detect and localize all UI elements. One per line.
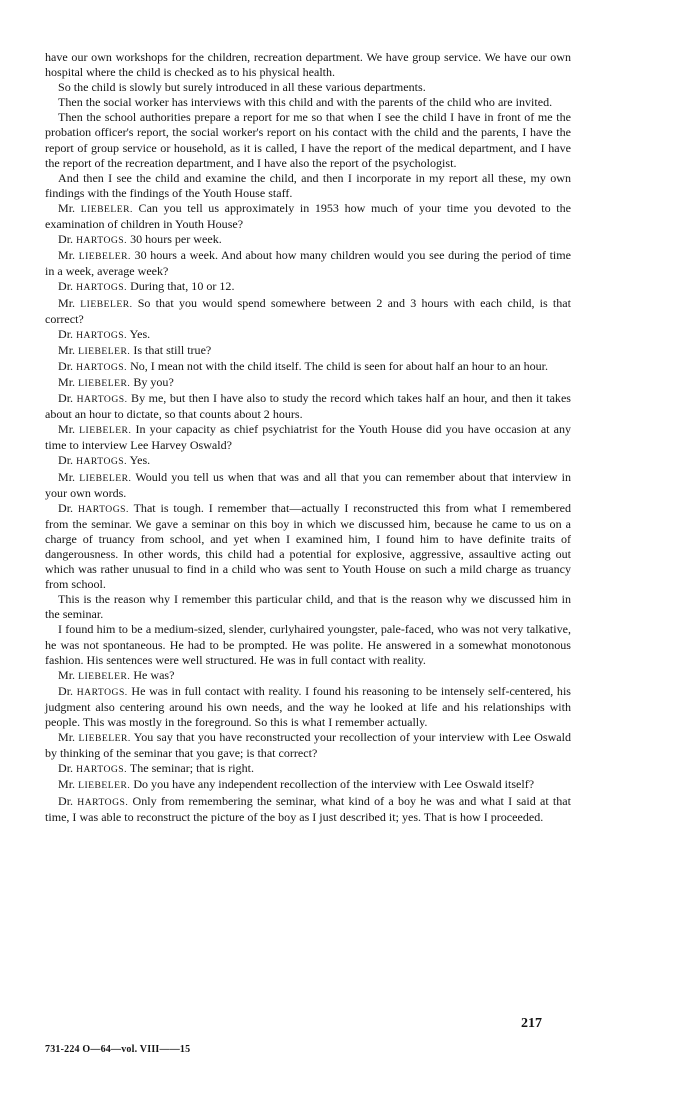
transcript-paragraph: [45, 684, 571, 730]
paragraph-text: Then the school authorities prepare a report for me so that when I see the child I have in front of me the probation officer's report, the social worker's report on his contact with the child and the parents, I have the report of group service or household, as it is called, I have the report of the medical department, and I have the report of the recreation department, and I have also the report of the psychologist.: [45, 110, 571, 170]
paragraph-text: In your capacity as chief psychiatrist for the Youth House did you have occasion at any time to interview Lee Harvey Oswald?: [45, 422, 571, 453]
transcript-paragraph: [45, 80, 571, 95]
speaker-label: Dr. HARTOGS.: [58, 500, 129, 515]
speaker-label: Mr. LIEBELER.: [58, 248, 131, 263]
speaker-label: Mr. LIEBELER.: [58, 667, 131, 682]
paragraph-text: Would you tell us when that was and all that you can remember about that interview in your own words.: [45, 469, 571, 500]
speaker-label: Mr. LIEBELER.: [58, 295, 133, 310]
paragraph-text: Only from remembering the seminar, what kind of a boy he was and what I said at that time, I was able to reconstruct the picture of the boy as I just described it; yes. That is how I proceeded.: [45, 793, 571, 824]
paragraph-text: That is tough. I remember that—actually I reconstructed this from what I remembered from the seminar. We gave a seminar on this boy in which we discussed him, because he came to us on a charge of truancy from school, and yet when I examined him, I found him to have definite traits of dangerousness. In other words, this child had a potential for explosive, aggressive, assaultive acting out which was rather unusual to find in a child who was sent to Youth House on such a mild charge as truancy from school.: [45, 500, 571, 592]
paragraph-text: So that you would spend somewhere between 2 and 3 hours with each child, is that correct?: [45, 295, 571, 326]
paragraph-text: Do you have any independent recollection of the interview with Lee Oswald itself?: [133, 777, 535, 792]
transcript-paragraph: [45, 296, 571, 327]
speaker-label: Mr. LIEBELER.: [58, 200, 133, 215]
speaker-label: Dr. HARTOGS.: [58, 761, 128, 776]
paragraph-text: Can you tell us approximately in 1953 how much of your time you devoted to the examination of children in Youth House?: [45, 200, 571, 232]
transcript-paragraph: [45, 668, 571, 684]
transcript-paragraph: [45, 110, 571, 170]
transcript-paragraph: [45, 794, 571, 825]
speaker-label: Dr. HARTOGS.: [58, 683, 128, 698]
print-code: 731-224 O—64—vol. VIII——15: [45, 1044, 191, 1055]
speaker-label: Mr. LIEBELER.: [58, 374, 131, 389]
paragraph-text: He was in full contact with reality. I found his reasoning to be intensely self-centered, his judgment also centering around his own needs, and the way he looked at life and his relationships with people. This was mostly in the foreground. So this is what I remember actually.: [45, 683, 571, 730]
paragraph-text: He was?: [133, 667, 175, 682]
transcript-paragraph: [45, 730, 571, 761]
paragraph-text: Yes.: [129, 453, 151, 468]
paragraph-text: 30 hours a week. And about how many children would you see during the period of time in a week, average week?: [45, 248, 571, 279]
transcript-paragraph: [45, 50, 571, 80]
transcript-paragraph: [45, 327, 571, 343]
speaker-label: Dr. HARTOGS.: [58, 793, 129, 808]
paragraph-text: The seminar; that is right.: [129, 761, 254, 776]
paragraph-text: Is that still true?: [133, 342, 212, 357]
transcript-paragraph: [45, 171, 571, 201]
paragraph-text: have our own workshops for the children, recreation department. We have group service. We have our own hospital where the child is checked as to his physical health.: [45, 50, 571, 80]
speaker-label: Mr. LIEBELER.: [58, 469, 132, 484]
paragraph-text: And then I see the child and examine the child, and then I incorporate in my report all these, my own findings with the findings of the Youth House staff.: [45, 170, 571, 200]
transcript-paragraph: [45, 375, 571, 391]
paragraph-text: I found him to be a medium-sized, slender, curlyhaired youngster, pale-faced, who was not very talkative, he was not spontaneous. He had to be prompted. He was polite. He answered in a somewhat monotonous fashion. His sentences were well structured. He was in full contact with reality.: [45, 622, 571, 667]
transcript-paragraph: [45, 501, 571, 593]
paragraph-text: During that, 10 or 12.: [130, 279, 235, 294]
speaker-label: Mr. LIEBELER.: [58, 730, 131, 745]
speaker-label: Mr. LIEBELER.: [58, 422, 132, 437]
speaker-label: Mr. LIEBELER.: [58, 777, 131, 792]
transcript-paragraph: [45, 777, 571, 793]
paragraph-text: You say that you have reconstructed your recollection of your interview with Lee Oswald by thinking of the seminar that you gave; is that correct?: [45, 730, 571, 761]
transcript-paragraph: [45, 453, 571, 469]
transcript-paragraph: [45, 248, 571, 279]
transcript-paragraph: [45, 592, 571, 622]
transcript-paragraph: [45, 622, 571, 667]
transcript-paragraph: [45, 201, 571, 232]
paragraph-text: Yes.: [129, 326, 151, 341]
transcript-paragraph: [45, 95, 571, 110]
speaker-label: Dr. HARTOGS.: [58, 326, 128, 341]
paragraph-text: No, I mean not with the child itself. The child is seen for about half an hour to an hour.: [130, 358, 549, 373]
paragraph-text: Then the social worker has interviews with this child and with the parents of the child who are invited.: [58, 95, 553, 110]
speaker-label: Dr. HARTOGS.: [58, 391, 128, 406]
transcript-paragraph: [45, 279, 571, 295]
speaker-label: Dr. HARTOGS.: [58, 453, 128, 468]
paragraph-text: By you?: [133, 374, 174, 389]
transcript-paragraph: [45, 422, 571, 453]
paragraph-text: This is the reason why I remember this particular child, and that is the reason why we discussed him in the seminar.: [45, 592, 571, 622]
transcript-paragraph: [45, 761, 571, 777]
transcript-paragraph: [45, 343, 571, 359]
transcript-paragraph: [45, 470, 571, 501]
transcript-paragraph: [45, 359, 571, 375]
page-number: 217: [521, 1016, 542, 1031]
transcript-paragraph: [45, 232, 571, 248]
speaker-label: Dr. HARTOGS.: [58, 279, 128, 294]
transcript-paragraph: [45, 391, 571, 422]
paragraph-text: 30 hours per week.: [130, 232, 222, 247]
speaker-label: Mr. LIEBELER.: [58, 342, 131, 357]
paragraph-text: So the child is slowly but surely introduced in all these various departments.: [58, 80, 426, 95]
transcript-body: [45, 50, 571, 825]
speaker-label: Dr. HARTOGS.: [58, 232, 128, 247]
paragraph-text: By me, but then I have also to study the record which takes half an hour, and then it takes about an hour to dictate, so that counts about 2 hours.: [45, 391, 571, 422]
speaker-label: Dr. HARTOGS.: [58, 358, 128, 373]
